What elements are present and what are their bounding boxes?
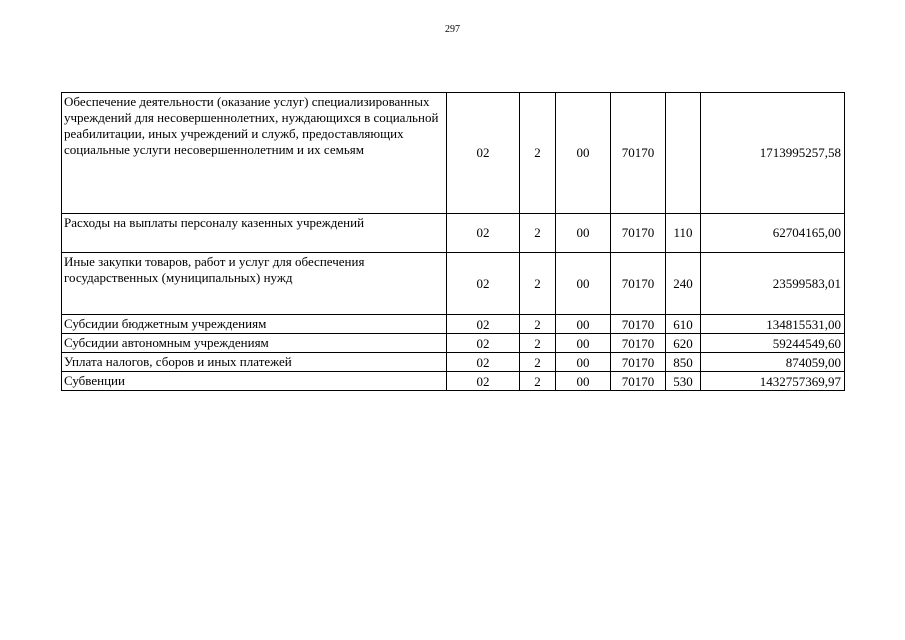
row-amount: 59244549,60	[701, 334, 845, 353]
code-expense-type: 620	[666, 334, 701, 353]
row-description: Обеспечение деятельности (оказание услуг) специализированных учреждений для несовершеннолетних, нуждающихся в социальной реабилитации, иных учреждений и служб, предоставляющих социальные услуги несовершеннолетним и их семьям	[62, 93, 447, 214]
code-section: 02	[447, 93, 520, 214]
table-row	[62, 315, 845, 334]
row-description: Расходы на выплаты персоналу казенных учреждений	[62, 214, 447, 253]
row-amount: 62704165,00	[701, 214, 845, 253]
code-direction: 70170	[611, 214, 666, 253]
code-program: 2	[520, 372, 556, 391]
code-program: 2	[520, 353, 556, 372]
row-amount: 23599583,01	[701, 253, 845, 315]
code-subprogram: 00	[556, 372, 611, 391]
row-description: Иные закупки товаров, работ и услуг для обеспечения государственных (муниципальных) нужд	[62, 253, 447, 315]
row-description: Субсидии автономным учреждениям	[62, 334, 447, 353]
code-section: 02	[447, 353, 520, 372]
code-expense-type: 110	[666, 214, 701, 253]
budget-table	[61, 92, 845, 391]
page-number: 297	[445, 24, 460, 35]
code-expense-type	[666, 93, 701, 214]
code-expense-type: 530	[666, 372, 701, 391]
table-row	[62, 214, 845, 253]
code-expense-type: 610	[666, 315, 701, 334]
code-expense-type: 240	[666, 253, 701, 315]
row-amount: 874059,00	[701, 353, 845, 372]
code-section: 02	[447, 214, 520, 253]
code-direction: 70170	[611, 315, 666, 334]
code-section: 02	[447, 315, 520, 334]
code-direction: 70170	[611, 353, 666, 372]
code-subprogram: 00	[556, 334, 611, 353]
table-row	[62, 353, 845, 372]
code-subprogram: 00	[556, 93, 611, 214]
table-row	[62, 334, 845, 353]
row-amount: 1432757369,97	[701, 372, 845, 391]
code-section: 02	[447, 334, 520, 353]
row-description: Субсидии бюджетным учреждениям	[62, 315, 447, 334]
row-amount: 134815531,00	[701, 315, 845, 334]
code-direction: 70170	[611, 253, 666, 315]
code-expense-type: 850	[666, 353, 701, 372]
code-subprogram: 00	[556, 214, 611, 253]
code-direction: 70170	[611, 334, 666, 353]
code-subprogram: 00	[556, 253, 611, 315]
table-row	[62, 93, 845, 214]
row-description: Субвенции	[62, 372, 447, 391]
row-description: Уплата налогов, сборов и иных платежей	[62, 353, 447, 372]
code-section: 02	[447, 372, 520, 391]
code-program: 2	[520, 334, 556, 353]
code-program: 2	[520, 253, 556, 315]
code-section: 02	[447, 253, 520, 315]
code-program: 2	[520, 214, 556, 253]
code-program: 2	[520, 93, 556, 214]
code-subprogram: 00	[556, 315, 611, 334]
code-direction: 70170	[611, 93, 666, 214]
row-amount: 1713995257,58	[701, 93, 845, 214]
code-program: 2	[520, 315, 556, 334]
table-row	[62, 372, 845, 391]
code-direction: 70170	[611, 372, 666, 391]
table-row	[62, 253, 845, 315]
code-subprogram: 00	[556, 353, 611, 372]
